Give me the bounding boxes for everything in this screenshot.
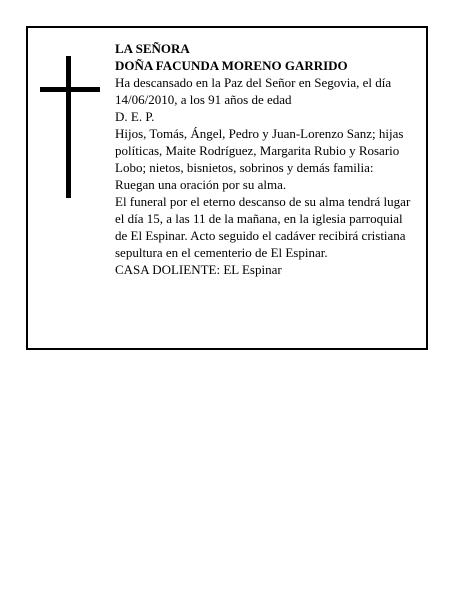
family-list: Hijos, Tomás, Ángel, Pedro y Juan-Lorenzo Sanz; hijas políticas, Maite Rodríguez, Margarita Rubio y Rosario Lobo; nietos, bisnietos, sobrinos y demás familia: <box>115 126 404 175</box>
house-of-mourning: CASA DOLIENTE: EL Espinar <box>115 262 282 277</box>
prayer-request: Ruegan una oración por su alma. <box>115 177 287 192</box>
obituary-notice <box>26 26 428 350</box>
notice-text <box>115 40 415 278</box>
notice-title-line-1: LA SEÑORA <box>115 41 190 56</box>
cross-horizontal-bar <box>40 87 100 92</box>
deceased-name: DOÑA FACUNDA MORENO GARRIDO <box>115 58 348 73</box>
death-announcement: Ha descansado en la Paz del Señor en Segovia, el día 14/06/2010, a los 91 años de edad <box>115 75 392 107</box>
cross-vertical-bar <box>66 56 71 198</box>
cross-icon <box>40 56 100 198</box>
funeral-details: El funeral por el eterno descanso de su alma tendrá lugar el día 15, a las 11 de la mañana, en la iglesia parroquial de El Espinar. Acto seguido el cadáver recibirá cristiana sepultura en el cementerio de El Espinar. <box>115 194 411 260</box>
rest-in-peace: D. E. P. <box>115 109 155 124</box>
